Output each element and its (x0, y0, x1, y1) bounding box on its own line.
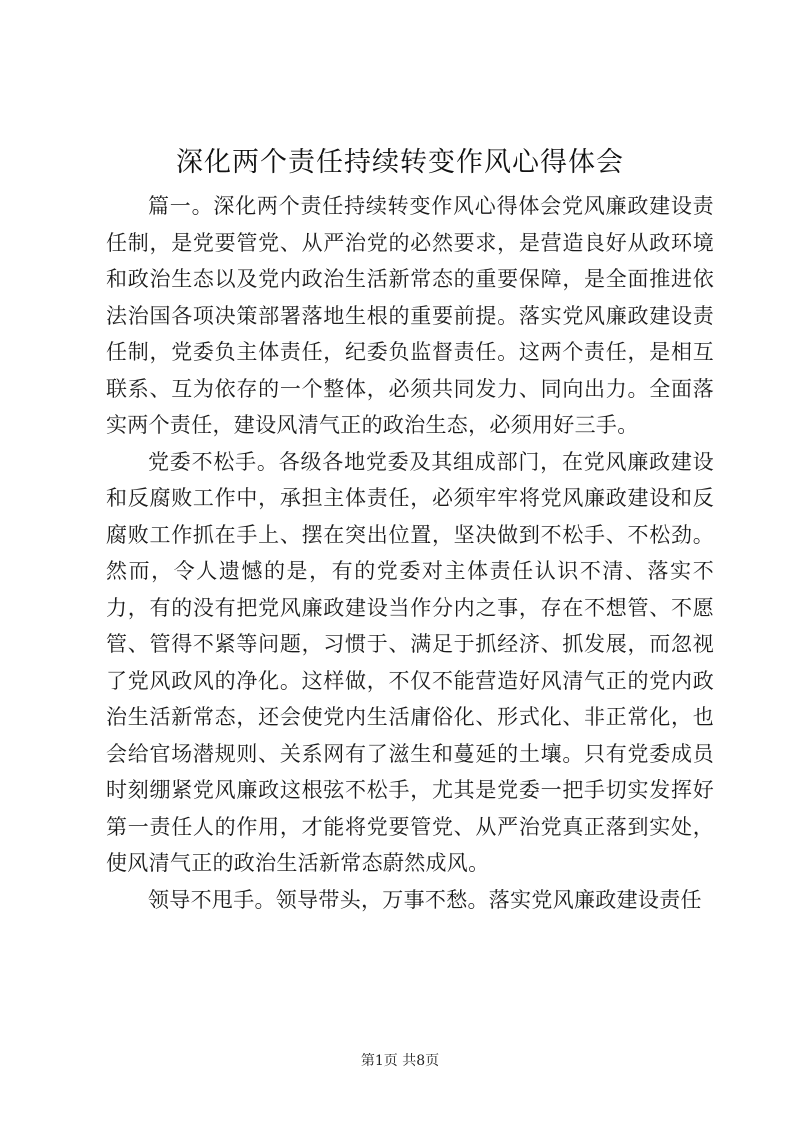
paragraph-2: 党委不松手。各级各地党委及其组成部门，在党风廉政建设和反腐败工作中，承担主体责任，必须牢牢将党风廉政建设和反腐败工作抓在手上、摆在突出位置，坚决做到不松手、不松劲。然而，令人遗憾的是，有的党委对主体责任认识不清、落实不力，有的没有把党风廉政建设当作分内之事，存在不想管、不愿管、管得不紧等问题，习惯于、满足于抓经济、抓发展，而忽视了党风政风的净化。这样做，不仅不能营造好风清气正的党内政治生活新常态，还会使党内生活庸俗化、形式化、非正常化，也会给官场潜规则、关系网有了滋生和蔓延的土壤。只有党委成员时刻绷紧党风廉政这根弦不松手，尤其是党委一把手切实发挥好第一责任人的作用，才能将党要管党、从严治党真正落到实处，使风清气正的政治生活新常态蔚然成风。 (106, 449, 714, 875)
page-number-label: 第1页 共8页 (360, 1053, 440, 1069)
document-body (106, 188, 714, 918)
paragraph-1: 篇一。深化两个责任持续转变作风心得体会党风廉政建设责任制，是党要管党、从严治党的必然要求，是营造良好从政环境和政治生态以及党内政治生活新常态的重要保障，是全面推进依法治国各项决策部署落地生根的重要前提。落实党风廉政建设责任制，党委负主体责任，纪委负监督责任。这两个责任，是相互联系、互为依存的一个整体，必须共同发力、同向出力。全面落实两个责任，建设风清气正的政治生态，必须用好三手。 (106, 194, 714, 437)
document-title: 深化两个责任持续转变作风心得体会 (176, 147, 624, 178)
page-footer (0, 1050, 800, 1070)
paragraph-3: 领导不甩手。领导带头，万事不愁。落实党风廉政建设责任 (148, 887, 702, 912)
